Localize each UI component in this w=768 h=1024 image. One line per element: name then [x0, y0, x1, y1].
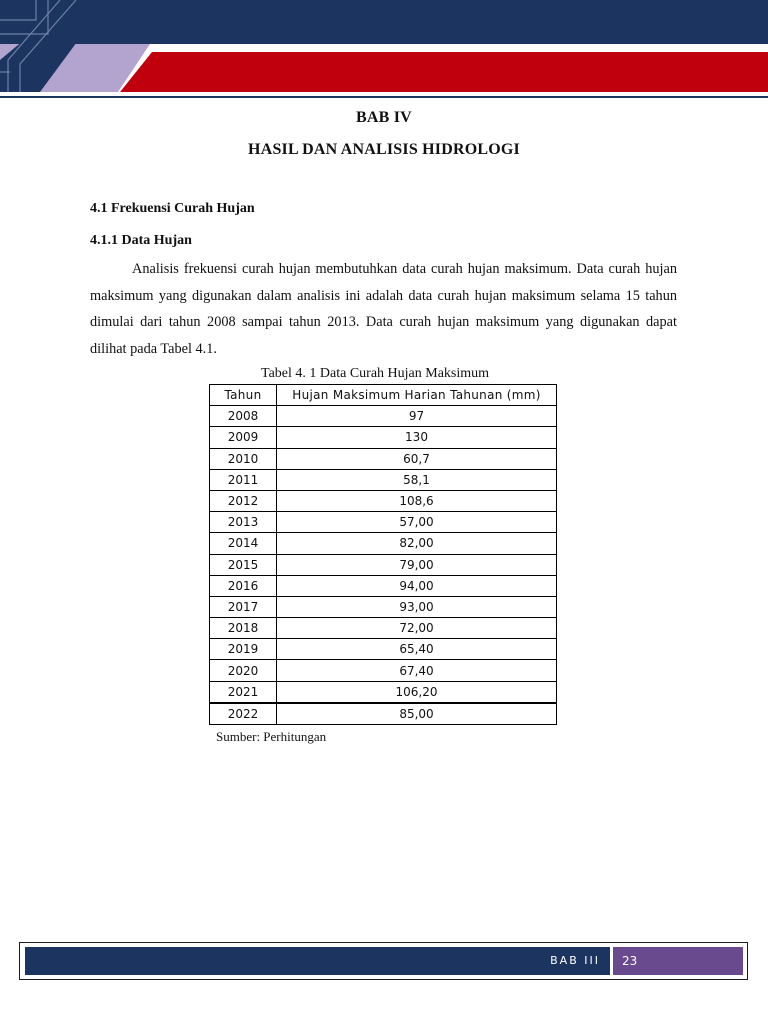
year-cell: 2016 — [210, 575, 277, 596]
year-cell: 2014 — [210, 533, 277, 554]
year-cell: 2009 — [210, 427, 277, 448]
table-row — [210, 618, 557, 639]
rainfall-cell: 72,00 — [277, 618, 557, 639]
rainfall-cell: 58,1 — [277, 469, 557, 490]
table-row — [210, 639, 557, 660]
year-cell: 2020 — [210, 660, 277, 681]
table-row — [210, 554, 557, 575]
table-caption: Tabel 4. 1 Data Curah Hujan Maksimum — [261, 366, 490, 381]
year-cell: 2017 — [210, 596, 277, 617]
year-cell: 2013 — [210, 512, 277, 533]
page-number-box — [613, 947, 743, 975]
table-row — [210, 681, 557, 703]
year-cell: 2011 — [210, 469, 277, 490]
rainfall-cell: 79,00 — [277, 554, 557, 575]
rainfall-cell: 93,00 — [277, 596, 557, 617]
subsection-heading: 4.1.1 Data Hujan — [90, 233, 192, 248]
header-red-band — [120, 52, 768, 92]
rainfall-table — [209, 384, 557, 725]
year-cell: 2022 — [210, 703, 277, 725]
footer-chapter-label: BAB III — [550, 954, 600, 967]
footer-bar — [25, 947, 610, 975]
table-row — [210, 533, 557, 554]
year-cell: 2012 — [210, 490, 277, 511]
table-row — [210, 596, 557, 617]
rainfall-cell: 94,00 — [277, 575, 557, 596]
section-heading: 4.1 Frekuensi Curah Hujan — [90, 201, 255, 216]
year-cell: 2010 — [210, 448, 277, 469]
rainfall-cell: 65,40 — [277, 639, 557, 660]
table-row — [210, 703, 557, 725]
year-cell: 2015 — [210, 554, 277, 575]
table-body — [210, 406, 557, 725]
table-row — [210, 575, 557, 596]
table-row — [210, 490, 557, 511]
table-row — [210, 469, 557, 490]
rainfall-cell: 82,00 — [277, 533, 557, 554]
header-banner — [0, 0, 768, 100]
rainfall-cell: 97 — [277, 406, 557, 427]
chapter-title: HASIL DAN ANALISIS HIDROLOGI — [248, 141, 520, 158]
chapter-number: BAB IV — [356, 109, 412, 126]
table-header-row — [210, 385, 557, 406]
header-navy-band — [0, 0, 768, 44]
table-row — [210, 660, 557, 681]
table-row — [210, 406, 557, 427]
rainfall-cell: 60,7 — [277, 448, 557, 469]
body-paragraph: Analisis frekuensi curah hujan membutuhkan data curah hujan maksimum. Data curah hujan maksimum yang digunakan dalam analisis ini adalah data curah hujan maksimum selama 15 tahun dimulai dari tahun 2008 sampai tahun 2013. Data curah hujan maksimum yang digunakan dapat dilihat pada Tabel 4.1. — [90, 261, 677, 357]
table-row — [210, 512, 557, 533]
rainfall-cell: 108,6 — [277, 490, 557, 511]
rainfall-cell: 106,20 — [277, 681, 557, 703]
table-row — [210, 427, 557, 448]
rainfall-cell: 67,40 — [277, 660, 557, 681]
year-cell: 2008 — [210, 406, 277, 427]
rainfall-cell: 57,00 — [277, 512, 557, 533]
rainfall-cell: 130 — [277, 427, 557, 448]
year-cell: 2019 — [210, 639, 277, 660]
year-cell: 2021 — [210, 681, 277, 703]
year-cell: 2018 — [210, 618, 277, 639]
page-number: 23 — [622, 954, 638, 968]
table-row — [210, 448, 557, 469]
column-header-rainfall: Hujan Maksimum Harian Tahunan (mm) — [277, 385, 557, 406]
column-header-year: Tahun — [210, 385, 277, 406]
table-source-note: Sumber: Perhitungan — [216, 729, 327, 744]
rainfall-cell: 85,00 — [277, 703, 557, 725]
